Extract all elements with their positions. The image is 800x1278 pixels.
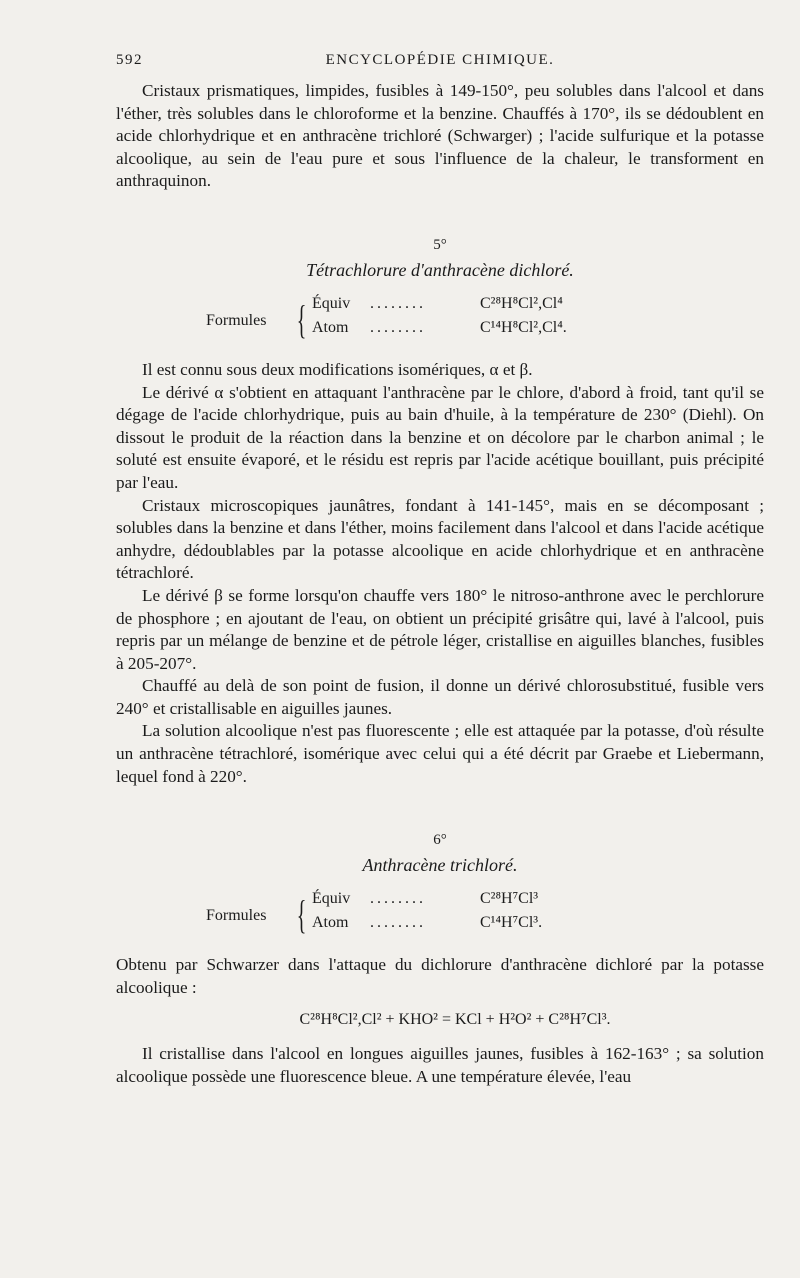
atom-row [312,319,712,337]
section-6-paragraph-2: Il cristallise dans l'alcool en longues aiguilles jaunes, fusibles à 162-163° ; sa solution alcoolique possède une fluorescence bleue. A une température élevée, l'eau [116,1044,764,1087]
leader-dots: ........ [370,914,426,932]
leader-dots: ........ [370,294,426,312]
equiv-row [312,295,712,313]
brace-glyph: { [296,296,307,342]
section-5-paragraph-5: Chauffé au delà de son point de fusion, il donne un dérivé chlorosubstitué, fusible vers 240° et cristallisable en aiguilles jaunes. [116,676,764,718]
section-5-paragraph-4: Le dérivé β se forme lorsqu'on chauffe vers 180° le nitroso-anthrone avec le perchlorure de phosphore ; en ajoutant de l'eau, on obtient un précipité grisâtre qui, lavé à l'alcool, puis repris par un mélange de benzine et de pétrole léger, cristallise en aiguilles blanches, fusibles à 205-207°. [116,585,764,673]
leader-dots: ........ [370,890,426,908]
atom-formula: C¹⁴H⁸Cl²,Cl⁴. [480,318,567,336]
section-5-paragraph-1: Il est connu sous deux modifications isomériques, α et β. [142,359,533,379]
equiv-formula: C²⁸H⁸Cl²,Cl⁴ [480,294,563,312]
equiv-formula: C²⁸H⁷Cl³ [480,890,539,908]
section-6-paragraph-1: Obtenu par Schwarzer dans l'attaque du dichlorure d'anthracène dichloré par la potasse alcoolique : [116,955,764,997]
equiv-label: Équiv [312,890,351,908]
page-header [116,52,764,80]
section-6-title: Anthracène trichloré. [362,855,518,876]
running-title: ENCYCLOPÉDIE CHIMIQUE. [325,52,555,68]
atom-formula: C¹⁴H⁷Cl³. [480,914,543,932]
intro-paragraph: Cristaux prismatiques, limpides, fusibles à 149-150°, peu solubles dans l'alcool et dans l'éther, très solubles dans le chloroforme et la benzine. Chauffés à 170°, ils se dédoublent en acide chlorhydrique et en anthracène trichloré (Schwarger) ; l'acide sulfurique et la potasse alcoolique, au sein de l'eau pure et sous l'influence de la chaleur, le transforment en anthraquinon. [116,81,764,191]
section-6-number: 6° [433,832,447,849]
brace-glyph: { [296,892,307,938]
formulas-label: Formules [206,907,267,925]
section-6-formulas [116,890,764,944]
equiv-label: Équiv [312,294,351,312]
reaction-equation: C²⁸H⁸Cl²,Cl² + KHO² = KCl + H²O² + C²⁸H⁷Cl³. [299,1011,611,1029]
atom-row [312,914,712,932]
equiv-row [312,890,712,908]
section-5-title: Tétrachlorure d'anthracène dichloré. [306,259,574,280]
section-5-number: 5° [433,236,447,253]
section-5-formulas [116,295,764,349]
section-5-paragraph-6: La solution alcoolique n'est pas fluorescente ; elle est attaquée par la potasse, d'où résulte un anthracène tétrachloré, isomérique avec celui qui a été décrit par Graebe et Liebermann, lequel fond à 220°. [116,721,764,786]
section-5-paragraph-3: Cristaux microscopiques jaunâtres, fondant à 141-145°, mais en se décomposant ; solubles dans la benzine et dans l'éther, moins facilement dans l'alcool et dans l'acide acétique anhydre, dédoublables par la potasse alcoolique en acide chlorhydrique et en anthracène tétrachloré. [116,495,764,583]
formulas-label: Formules [206,311,267,329]
atom-label: Atom [312,318,349,336]
section-5-paragraph-2: Le dérivé α s'obtient en attaquant l'anthracène par le chlore, d'abord à froid, tant qu'il se dégage de l'acide chlorhydrique, puis au bain d'huile, à la température de 230° (Diehl). On dissout le produit de la réaction dans la benzine et on décolore par le charbon animal ; le soluté est ensuite évaporé, et le résidu est repris par l'acide acétique bouillant, puis précipité par l'eau. [116,382,764,492]
atom-label: Atom [312,914,349,932]
leader-dots: ........ [370,318,426,336]
page-number: 592 [116,52,143,68]
